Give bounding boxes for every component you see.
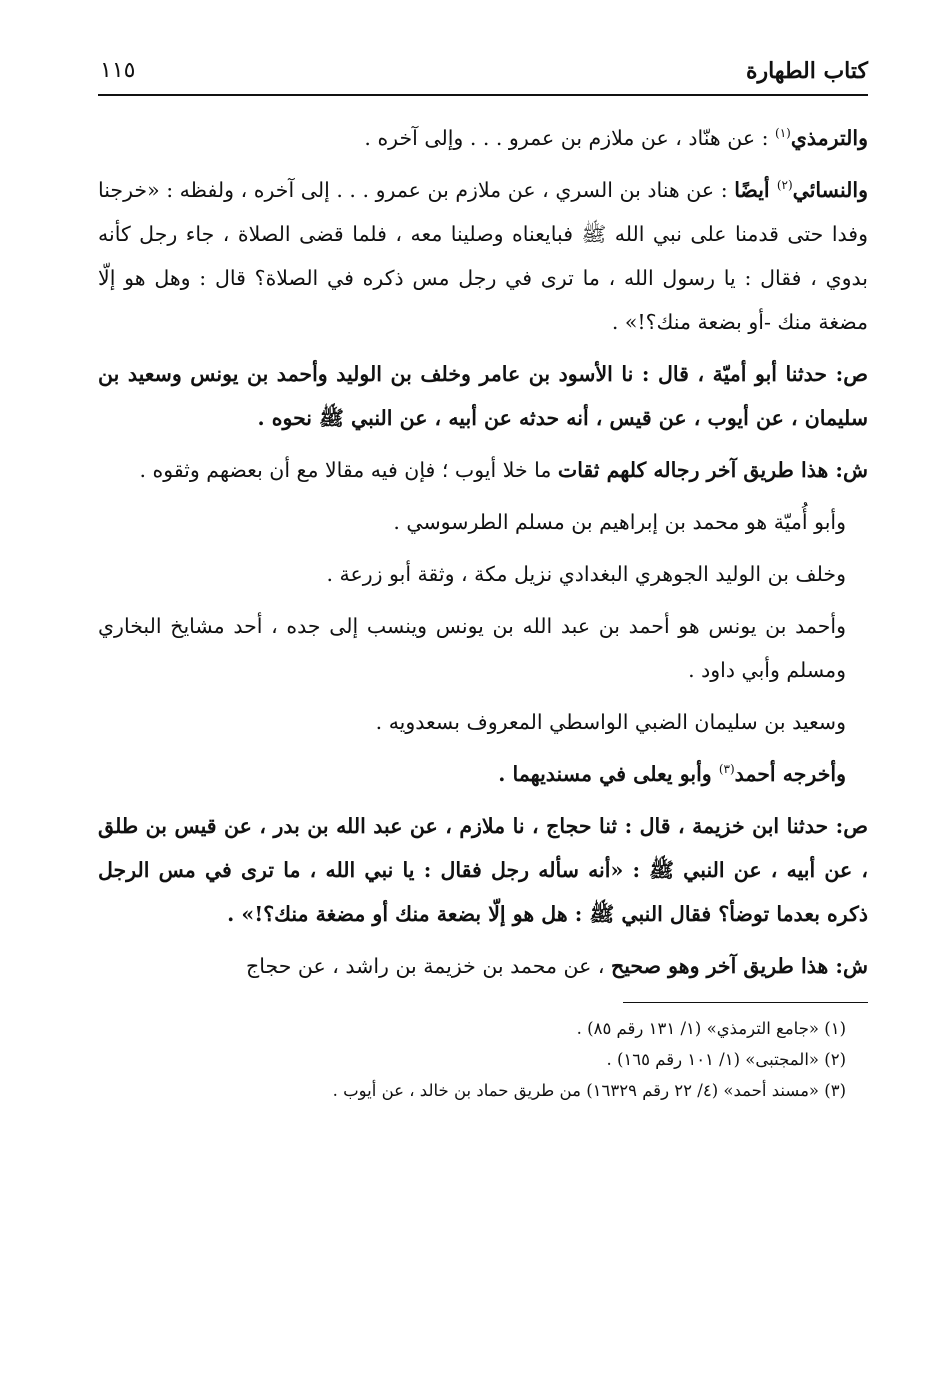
footnote-ref: (٣) [718, 762, 735, 777]
source-name: والنسائي [792, 178, 868, 202]
paragraph-tirmidhi [98, 116, 868, 160]
main-text [98, 116, 868, 988]
paragraph-text: وأبو يعلى في مسنديهما . [498, 762, 719, 786]
footnote-ref: (١) [775, 126, 791, 141]
source-note-ahmad [98, 752, 868, 796]
narrator-note-2: وخلف بن الوليد الجوهري البغدادي نزيل مكة ، وثقة أبو زرعة . [326, 562, 846, 586]
footnote-rule [623, 1002, 868, 1003]
source-name: والترمذي [790, 126, 868, 150]
footnotes [98, 1013, 868, 1106]
running-title: كتاب الطهارة [745, 58, 868, 84]
paragraph-text: : عن هنّاد ، عن ملازم بن عمرو . . . وإلى آخره . [364, 126, 776, 150]
footnote-1: (١) «جامع الترمذي» (١/ ١٣١ رقم ٨٥) . [576, 1019, 846, 1038]
hadith-text-2 [98, 804, 868, 936]
footnote-ref: (٢) [776, 178, 793, 193]
header-rule [98, 94, 868, 96]
paragraph-text: ، عن محمد بن خزيمة بن راشد ، عن حجاج [246, 954, 611, 978]
source-name: وأخرجه أحمد [734, 762, 846, 786]
paragraph-nasai [98, 168, 868, 344]
narrator-note-1: وأبو أُميّة هو محمد بن إبراهيم بن مسلم الطرسوسي . [393, 510, 846, 534]
paragraph-text: : عن هناد بن السري ، عن ملازم بن عمرو . . . إلى آخره ، ولفظه : «خرجنا وفدا حتى قدمنا على نبي الله ﷺ فبايعناه وصلينا معه ، فلما قضى الصلاة ، جاء رجل كأنه بدوي ، فقال : يا رسول الله ، ما ترى في رجل مس ذكره في الصلاة؟ قال : وهل هو إلّا مضغة منك -أو بضعة منك؟!» . [98, 178, 868, 334]
page-header [98, 58, 868, 92]
commentary-lead: ش: هذا طريق آخر رجاله كلهم ثقات [557, 458, 868, 482]
source-name-cont: أيضًا [734, 178, 777, 202]
commentary-1 [98, 448, 868, 492]
commentary-2 [98, 944, 868, 988]
commentary-lead: ش: هذا طريق آخر وهو صحيح [610, 954, 868, 978]
narrator-note-4: وسعيد بن سليمان الضبي الواسطي المعروف بسعدويه . [375, 710, 846, 734]
hadith-text-1 [98, 352, 868, 440]
hadith-chain: ص: حدثنا ابن خزيمة ، قال : ثنا حجاج ، نا ملازم ، عن عبد الله بن بدر ، عن قيس بن طلق ، عن أبيه ، عن النبي ﷺ : «أنه سأله رجل فقال : يا نبي الله ، ما ترى في مس الرجل ذكره بعدما توضأ؟ فقال النبي ﷺ : هل هو إلّا بضعة منك أو مضغة منك؟!» . [98, 814, 868, 926]
footnote-2: (٢) «المجتبى» (١/ ١٠١ رقم ١٦٥) . [606, 1050, 846, 1069]
hadith-chain: ص: حدثنا أبو أميّة ، قال : نا الأسود بن عامر وخلف بن الوليد وأحمد بن يونس وسعيد بن سليمان ، عن أيوب ، عن قيس ، أنه حدثه عن أبيه ، عن النبي ﷺ نحوه . [98, 362, 868, 430]
paragraph-text: ما خلا أيوب ؛ فإن فيه مقالا مع أن بعضهم وثقوه . [139, 458, 558, 482]
page-number: ١١٥ [100, 58, 136, 83]
book-page [98, 58, 868, 1106]
footnote-3: (٣) «مسند أحمد» (٤/ ٢٢ رقم ١٦٣٢٩) من طريق حماد بن خالد ، عن أيوب . [332, 1081, 846, 1100]
narrator-note-3: وأحمد بن يونس هو أحمد بن عبد الله بن يونس وينسب إلى جده ، أحد مشايخ البخاري ومسلم وأبي داود . [98, 614, 846, 682]
